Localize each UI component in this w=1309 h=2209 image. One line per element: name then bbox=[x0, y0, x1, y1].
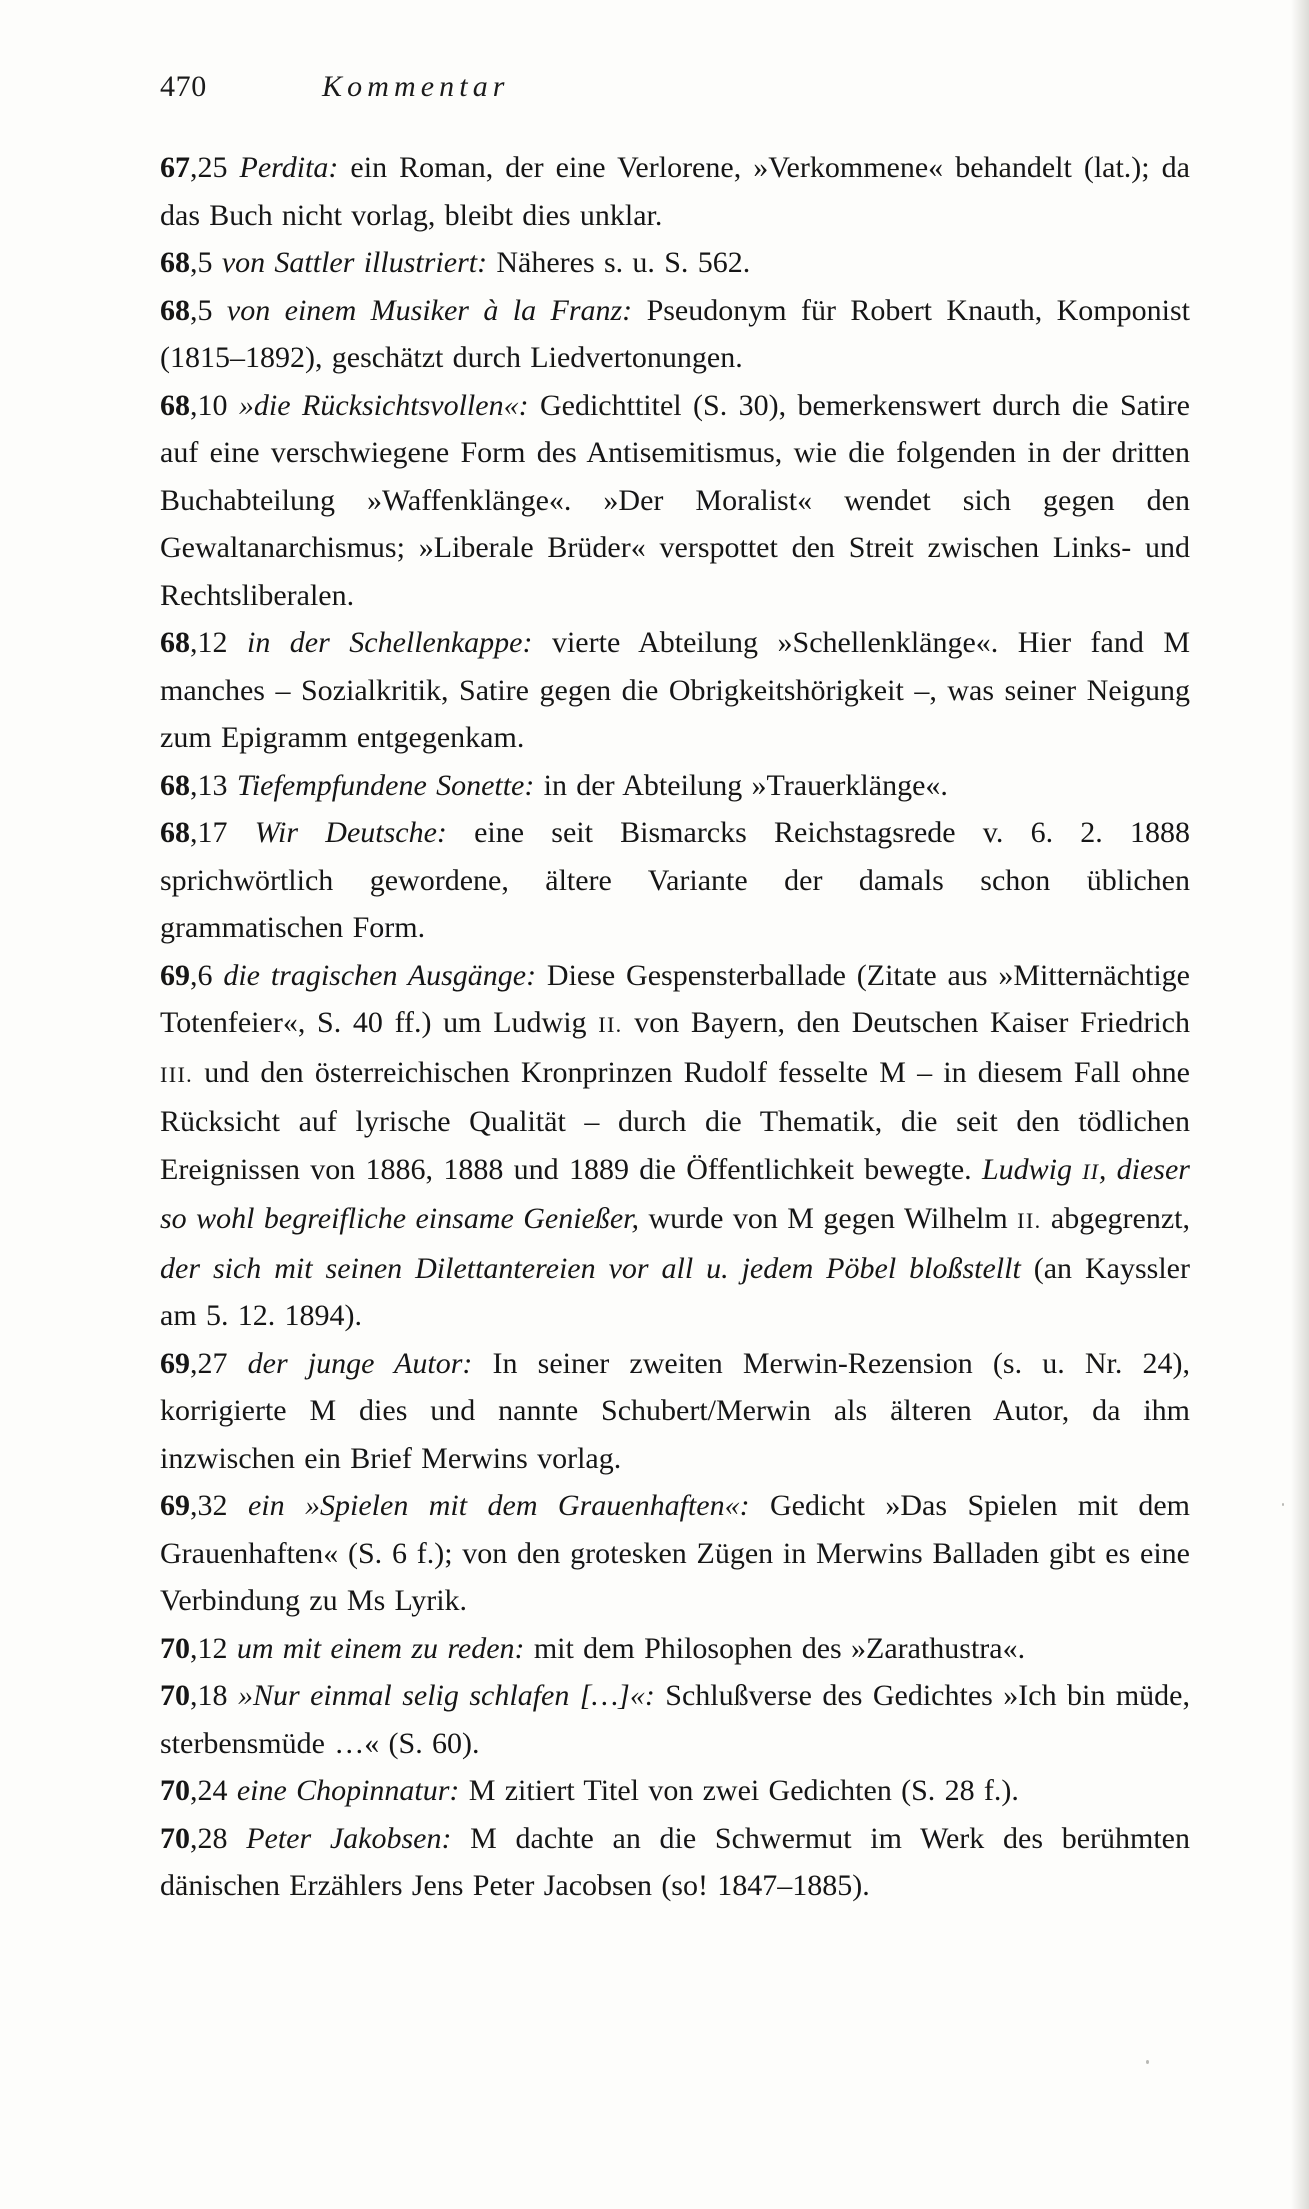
text-segment: (an Kayssler am 5. 12. 1894). bbox=[160, 1251, 1190, 1332]
text-segment: und den österreichischen Kronprinzen Rudolf fesselte M – in diesem Fall ohne Rücksicht auf lyrische Qualität – durch die Thematik, die seit den tödlichen Ereignissen von 1886, 1888 und 1889 die Öffentlichkeit bewegte. bbox=[160, 1055, 1190, 1186]
text-segment: um mit einem zu reden: bbox=[236, 1631, 525, 1665]
text-segment: 67 bbox=[160, 151, 190, 184]
text-segment: der sich mit seinen Dilettantereien vor all u. jedem Pöbel bloßstellt bbox=[160, 1251, 1021, 1285]
text-segment: von einem Musiker à la Franz: bbox=[226, 293, 633, 327]
text-segment: ,32 bbox=[190, 1489, 248, 1522]
text-segment: ein Roman, der eine Verlorene, »Verkommene« behandelt (lat.); da das Buch nicht vorlag, bleibt dies unklar. bbox=[160, 151, 1190, 232]
text-segment: Gedichttitel (S. 30), bemerkenswert durch die Satire auf eine verschwiegene Form des Antisemitismus, wie die folgenden in der dritten Buchabteilung »Waffenklänge«. »Der Moralist« wendet sich gegen den Gewaltanarchismus; »Liberale Brüder« verspottet den Streit zwischen Links- und Rechtsliberalen. bbox=[160, 388, 1190, 612]
text-segment: Diese Gespensterballade (Zitate aus »Mitternächtige Totenfeier«, S. 40 ff.) um Ludwig bbox=[160, 958, 1190, 1039]
text-segment: eine seit Bismarcks Reichstagsrede v. 6. 2. 1888 sprichwörtlich gewordene, ältere Variante der damals schon üblichen grammatischen Form. bbox=[160, 816, 1190, 944]
commentary-entry bbox=[160, 762, 1190, 810]
text-segment: 69 bbox=[160, 958, 190, 992]
text-segment: in der Schellenkappe: bbox=[246, 626, 533, 659]
text-segment: 69 bbox=[160, 1489, 190, 1522]
text-segment: vierte Abteilung »Schellenklänge«. Hier fand M manches – Sozialkritik, Satire gegen die Obrigkeitshörigkeit –, was seiner Neigung zum Epigramm entgegenkam. bbox=[160, 626, 1190, 754]
text-segment: III. bbox=[160, 1061, 194, 1087]
text-segment: ,27 bbox=[190, 1346, 248, 1380]
text-segment: ,12 bbox=[190, 626, 247, 659]
text-segment: in der Abteilung »Trauerklänge«. bbox=[534, 768, 948, 802]
commentary-entry bbox=[160, 1340, 1190, 1483]
text-segment: 68 bbox=[160, 293, 190, 327]
text-segment: Wir Deutsche: bbox=[254, 816, 447, 849]
commentary-entry bbox=[160, 144, 1190, 239]
text-segment: 68 bbox=[160, 768, 190, 802]
text-segment: , dieser so wohl begreifliche einsame Genießer, bbox=[160, 1152, 1190, 1235]
text-segment: abgegrenzt, bbox=[1041, 1202, 1191, 1235]
commentary-entry bbox=[160, 1672, 1190, 1767]
text-segment: ,12 bbox=[190, 1631, 237, 1665]
text-segment: von Bayern, den Deutschen Kaiser Friedrich bbox=[622, 1006, 1190, 1039]
text-segment: ,13 bbox=[190, 768, 237, 802]
text-segment: »Nur einmal selig schlafen […]«: bbox=[237, 1679, 655, 1712]
text-segment: ,28 bbox=[190, 1821, 247, 1855]
text-segment: 70 bbox=[160, 1631, 190, 1665]
text-segment: Tiefempfundene Sonette: bbox=[236, 768, 535, 802]
text-segment: ,18 bbox=[190, 1679, 238, 1712]
text-segment: ,10 bbox=[190, 388, 239, 422]
text-segment: 70 bbox=[160, 1774, 190, 1807]
text-segment: 68 bbox=[160, 246, 190, 279]
text-segment: »die Rücksichtsvollen«: bbox=[238, 388, 529, 422]
text-segment: II. bbox=[598, 1012, 623, 1037]
scan-edge-artifact bbox=[1291, 0, 1309, 2209]
text-segment: ein »Spielen mit dem Grauenhaften«: bbox=[247, 1489, 750, 1522]
commentary-entry bbox=[160, 239, 1190, 287]
text-segment: ,17 bbox=[190, 816, 255, 849]
commentary-entry bbox=[160, 1482, 1190, 1625]
text-segment: In seiner zweiten Merwin-Rezension (s. u. Nr. 24), korrigierte M dies und nannte Schubert/Merwin als älteren Autor, da ihm inzwischen ein Brief Merwins vorlag. bbox=[160, 1346, 1190, 1475]
commentary-entries bbox=[160, 144, 1190, 1910]
text-segment: Perdita: bbox=[239, 151, 339, 184]
text-segment: 70 bbox=[160, 1821, 190, 1855]
text-segment: die tragischen Ausgänge: bbox=[223, 958, 537, 992]
text-segment: Gedicht »Das Spielen mit dem Grauenhaften« (S. 6 f.); von den grotesken Zügen in Merwins Balladen gibt es eine Verbindung zu Ms Lyrik. bbox=[160, 1489, 1190, 1617]
scan-speck bbox=[1282, 1503, 1284, 1506]
text-segment: 68 bbox=[160, 388, 190, 422]
text-segment: Pseudonym für Robert Knauth, Komponist (1815–1892), geschätzt durch Liedvertonungen. bbox=[160, 293, 1190, 374]
text-segment: der junge Autor: bbox=[247, 1346, 473, 1380]
text-segment: 70 bbox=[160, 1679, 190, 1712]
commentary-entry bbox=[160, 1767, 1190, 1815]
text-segment: Peter Jakobsen: bbox=[246, 1821, 452, 1855]
commentary-entry bbox=[160, 287, 1190, 382]
text-segment: M dachte an die Schwermut im Werk des berühmten dänischen Erzählers Jens Peter Jacobsen (so! 1847–1885). bbox=[160, 1821, 1190, 1902]
text-segment: ,24 bbox=[190, 1774, 237, 1807]
text-segment: von Sattler illustriert: bbox=[221, 246, 488, 279]
scan-speck bbox=[1146, 2060, 1149, 2064]
commentary-entry bbox=[160, 1625, 1190, 1673]
text-segment: Ludwig bbox=[981, 1152, 1083, 1186]
text-segment: Schlußverse des Gedichtes »Ich bin müde, sterbensmüde …« (S. 60). bbox=[160, 1679, 1190, 1760]
text-segment: II bbox=[1082, 1158, 1099, 1184]
commentary-entry bbox=[160, 952, 1190, 1340]
text-segment: wurde von M gegen Wilhelm bbox=[639, 1202, 1018, 1235]
text-segment: ,6 bbox=[190, 958, 224, 992]
commentary-entry bbox=[160, 1815, 1190, 1910]
text-segment: M zitiert Titel von zwei Gedichten (S. 28 f.). bbox=[459, 1774, 1019, 1807]
page-number: 470 bbox=[160, 70, 207, 103]
text-segment: eine Chopinnatur: bbox=[236, 1774, 460, 1807]
text-segment: Näheres s. u. S. 562. bbox=[487, 246, 751, 279]
text-segment: 68 bbox=[160, 816, 190, 849]
text-segment: ,25 bbox=[190, 151, 240, 184]
text-segment: mit dem Philosophen des »Zarathustra«. bbox=[524, 1631, 1026, 1665]
text-segment: ,5 bbox=[190, 246, 222, 279]
running-header bbox=[160, 70, 1189, 110]
commentary-entry bbox=[160, 382, 1190, 620]
commentary-entry bbox=[160, 619, 1190, 762]
running-header-title: Kommentar bbox=[322, 70, 510, 103]
text-segment: 68 bbox=[160, 626, 190, 659]
text-segment: 69 bbox=[160, 1346, 190, 1380]
text-segment: ,5 bbox=[190, 293, 227, 327]
text-segment: II. bbox=[1017, 1208, 1042, 1233]
commentary-entry bbox=[160, 809, 1190, 952]
